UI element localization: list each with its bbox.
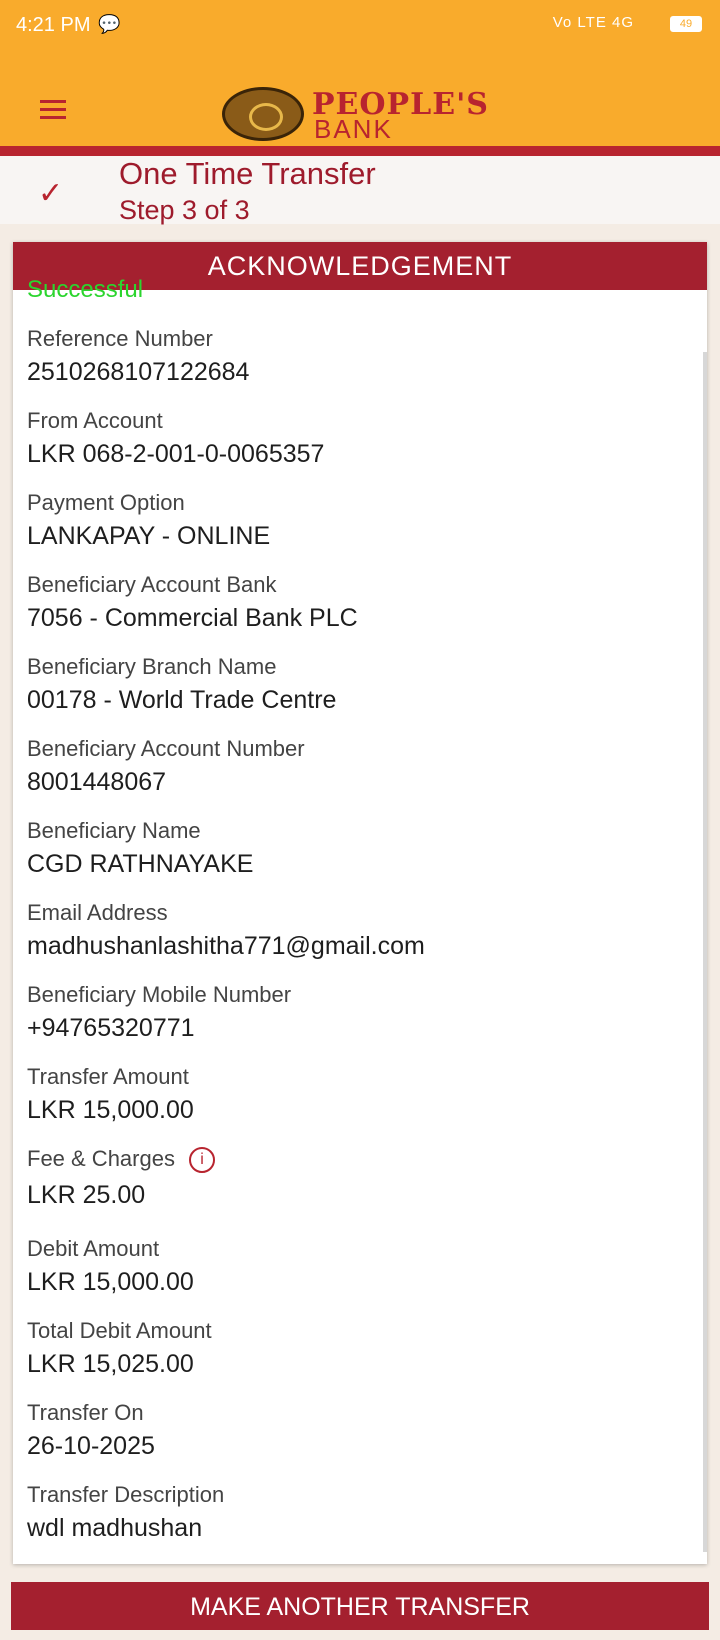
email-address-field [27, 900, 425, 961]
beneficiary-account-number-field [27, 736, 305, 797]
fee-label-row [27, 1146, 215, 1173]
logo-text-line2: BANK [314, 114, 393, 144]
field-value: 00178 - World Trade Centre [27, 686, 337, 714]
field-value: 26-10-2025 [27, 1432, 155, 1460]
chat-bubble-icon: 💬 [98, 14, 121, 34]
from-account-field [27, 408, 324, 469]
field-label: From Account [27, 408, 163, 433]
field-label: Total Debit Amount [27, 1318, 212, 1343]
field-value: 2510268107122684 [27, 358, 250, 386]
total-debit-amount-field [27, 1318, 212, 1379]
beneficiary-name-field [27, 818, 253, 879]
fee-charges-field [27, 1146, 215, 1210]
field-label: Transfer Description [27, 1482, 225, 1507]
make-another-transfer-button[interactable]: MAKE ANOTHER TRANSFER [11, 1582, 709, 1630]
network-indicator: Vo LTE 4G [552, 14, 634, 31]
page-title: One Time Transfer [119, 156, 376, 191]
field-value: +94765320771 [27, 1014, 195, 1042]
field-label: Reference Number [27, 326, 213, 351]
bank-seal-icon [222, 87, 304, 141]
field-label: Beneficiary Name [27, 818, 201, 843]
peoples-bank-logo [222, 87, 512, 144]
info-icon[interactable]: i [189, 1147, 215, 1173]
status-text: Successful [27, 276, 144, 303]
field-value: LKR 25.00 [27, 1181, 146, 1210]
scrollbar[interactable] [703, 352, 707, 1552]
app-bar [0, 72, 720, 156]
transfer-description-field [27, 1482, 224, 1543]
check-icon: ✓ [38, 177, 64, 210]
field-label: Transfer Amount [27, 1064, 189, 1089]
status-time: 4:21 PM [16, 14, 91, 36]
step-progress: Step 3 of 3 [119, 195, 250, 225]
status-bar [0, 0, 720, 72]
menu-icon[interactable] [40, 100, 66, 120]
battery-icon: 49 [670, 16, 702, 32]
field-label: Debit Amount [27, 1236, 160, 1261]
field-value: LKR 15,000.00 [27, 1268, 194, 1296]
field-value: LKR 068-2-001-0-0065357 [27, 440, 325, 468]
field-value: LANKAPAY - ONLINE [27, 522, 271, 550]
field-label: Email Address [27, 900, 168, 925]
beneficiary-branch-field [27, 654, 336, 715]
field-label: Beneficiary Mobile Number [27, 982, 292, 1007]
beneficiary-mobile-field [27, 982, 291, 1043]
field-value: LKR 15,000.00 [27, 1096, 194, 1124]
step-indicator [0, 156, 720, 224]
beneficiary-bank-field [27, 572, 358, 633]
field-label: Fee & Charges [27, 1146, 175, 1171]
card-header: ACKNOWLEDGEMENT [13, 242, 707, 290]
field-label: Beneficiary Account Bank [27, 572, 277, 597]
field-value: wdl madhushan [27, 1514, 203, 1542]
field-value: CGD RATHNAYAKE [27, 850, 254, 878]
field-value: madhushanlashitha771@gmail.com [27, 932, 425, 960]
field-value: 8001448067 [27, 768, 167, 796]
field-label: Payment Option [27, 490, 185, 515]
field-label: Beneficiary Branch Name [27, 654, 277, 679]
transfer-amount-field [27, 1064, 194, 1125]
field-label: Beneficiary Account Number [27, 736, 305, 761]
acknowledgement-card [13, 242, 707, 1564]
card-body[interactable] [13, 276, 707, 1564]
field-value: LKR 15,025.00 [27, 1350, 194, 1378]
debit-amount-field [27, 1236, 194, 1297]
reference-number-field [27, 326, 249, 387]
field-value: 7056 - Commercial Bank PLC [27, 604, 358, 632]
transfer-on-field [27, 1400, 155, 1461]
logo-text-line1: PEOPLE'S [312, 87, 489, 122]
payment-option-field [27, 490, 270, 551]
field-label: Transfer On [27, 1400, 144, 1425]
